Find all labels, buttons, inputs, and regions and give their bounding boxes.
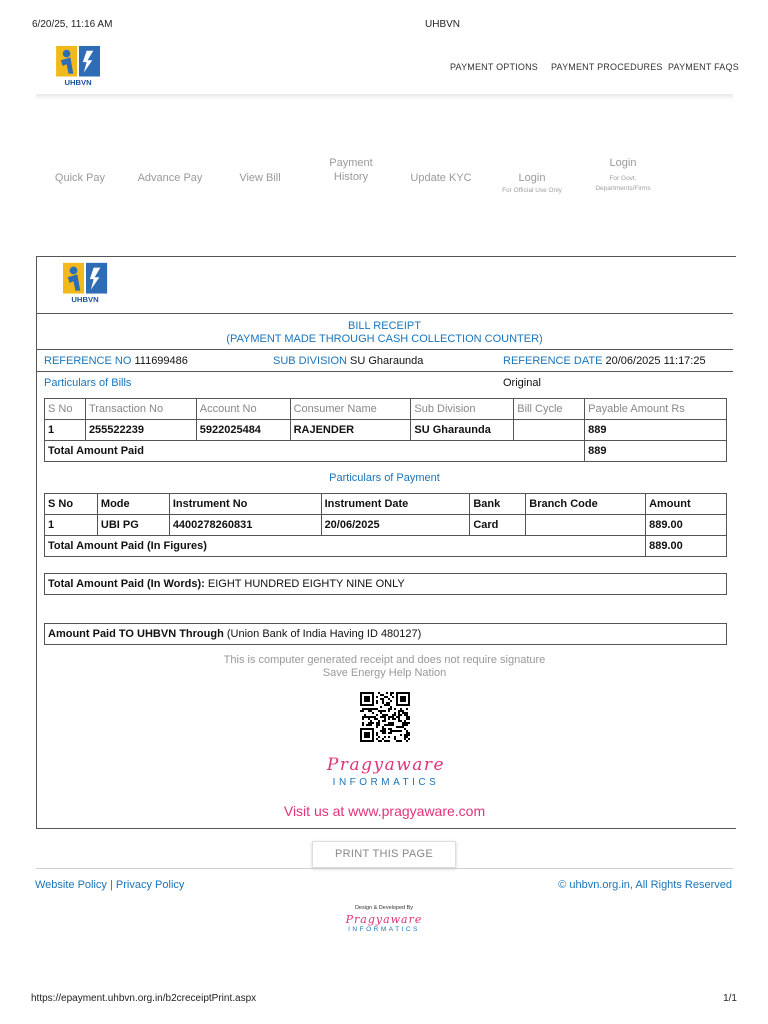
copyright: © uhbvn.org.in, All Rights Reserved (558, 879, 732, 891)
website-policy-link[interactable]: Website Policy (35, 879, 107, 891)
table-cell: 889.00 (646, 515, 727, 536)
sub-division (273, 355, 423, 367)
subnav-payment-history-line2: History (333, 171, 369, 183)
column-header: Instrument Date (321, 494, 470, 515)
column-header: S No (45, 494, 98, 515)
table-cell: 1 (45, 420, 86, 441)
total-label: Total Amount Paid (In Figures) (45, 536, 646, 557)
subnav-login-official[interactable] (492, 171, 572, 197)
reference-date (503, 355, 706, 367)
footer-divider (36, 868, 733, 869)
paid-through (44, 623, 727, 645)
receipt-divider (36, 371, 733, 372)
payment-table (44, 493, 727, 557)
print-title: UHBVN (425, 19, 461, 30)
footer-separator: | (110, 879, 113, 891)
column-header: Branch Code (526, 494, 646, 515)
total-value: 889 (585, 441, 727, 462)
table-cell: 889 (585, 420, 727, 441)
save-energy-note: Save Energy Help Nation (322, 667, 447, 679)
computer-generated-note: This is computer generated receipt and does not require signature (223, 654, 546, 666)
footer-vendor-logo[interactable] (334, 905, 434, 933)
table-cell: Card (470, 515, 526, 536)
designed-by-label: Design & Developed By (354, 905, 414, 911)
subnav-payment-history-line1: Payment (329, 157, 373, 169)
pragyaware-wordmark: Pragyaware (326, 755, 446, 775)
subnav-login-govt-note-2: Departments/Firms (595, 185, 651, 192)
table-total-row (45, 441, 727, 462)
svg-text:UHBVN: UHBVN (71, 295, 99, 305)
uhbvn-logo[interactable] (54, 45, 104, 90)
particulars-bills-label: Particulars of Bills (44, 377, 132, 389)
uhbvn-logo-icon (54, 45, 104, 87)
table-row (45, 515, 727, 536)
column-header: Amount (646, 494, 727, 515)
sub-division-value: SU Gharaunda (350, 355, 424, 367)
svg-text:UHBVN: UHBVN (64, 78, 92, 87)
amount-in-words-value: EIGHT HUNDRED EIGHTY NINE ONLY (207, 578, 405, 590)
copy-type: Original (503, 377, 541, 389)
column-header: Bank (470, 494, 526, 515)
reference-no (44, 355, 188, 367)
subnav-payment-history[interactable] (311, 156, 391, 184)
subnav-view-bill[interactable]: View Bill (239, 172, 281, 184)
footer-pragyaware-wordmark: Pragyaware (345, 913, 423, 926)
visit-link[interactable]: Visit us at www.pragyaware.com (283, 803, 486, 819)
reference-no-value: 111699486 (134, 355, 188, 367)
column-header: Mode (97, 494, 169, 515)
header-divider (36, 94, 733, 100)
column-header: Transaction No (85, 399, 196, 420)
paid-through-label: Amount Paid TO UHBVN Through (48, 628, 224, 640)
table-cell (526, 515, 646, 536)
table-total-row (45, 536, 727, 557)
footer-pragyaware-subtext: INFORMATICS (348, 926, 420, 933)
column-header: Instrument No (169, 494, 321, 515)
reference-date-label: REFERENCE DATE (503, 355, 603, 367)
table-cell (514, 420, 585, 441)
subnav-quick-pay[interactable]: Quick Pay (54, 172, 106, 184)
subnav-advance-pay[interactable]: Advance Pay (137, 172, 203, 184)
table-cell: 1 (45, 515, 98, 536)
table-cell: 4400278260831 (169, 515, 321, 536)
particulars-payment-label: Particulars of Payment (329, 472, 440, 484)
table-cell: UBI PG (97, 515, 169, 536)
pragyaware-logo (326, 755, 446, 788)
table-cell: 20/06/2025 (321, 515, 470, 536)
column-header: Sub Division (411, 399, 514, 420)
receipt-logo-icon (62, 260, 110, 306)
table-cell: SU Gharaunda (411, 420, 514, 441)
subnav-login-govt[interactable] (583, 156, 663, 194)
qr-code-icon (360, 692, 410, 742)
print-datetime: 6/20/25, 11:16 AM (32, 19, 113, 30)
pragyaware-subtext: INFORMATICS (332, 777, 440, 788)
receipt-logo (62, 260, 110, 309)
receipt-divider (36, 349, 733, 350)
reference-no-label: REFERENCE NO (44, 355, 132, 367)
receipt-subtitle: (PAYMENT MADE THROUGH CASH COLLECTION COUNTER) (226, 333, 543, 345)
qr-code (360, 692, 410, 745)
nav-payment-faqs[interactable]: PAYMENT FAQS (668, 62, 739, 72)
receipt-divider (36, 313, 733, 314)
column-header: Payable Amount Rs (585, 399, 727, 420)
receipt-title: BILL RECEIPT (348, 320, 421, 332)
subnav-login-official-label: Login (518, 172, 546, 184)
table-cell: RAJENDER (290, 420, 411, 441)
column-header: Consumer Name (290, 399, 411, 420)
table-header-row (45, 399, 727, 420)
reference-date-value: 20/06/2025 11:17:25 (605, 355, 706, 367)
sub-division-label: SUB DIVISION (273, 355, 347, 367)
nav-payment-procedures[interactable]: PAYMENT PROCEDURES (551, 62, 663, 72)
amount-in-words-label: Total Amount Paid (In Words): (48, 578, 205, 590)
table-cell: 255522239 (85, 420, 196, 441)
amount-in-words (44, 573, 727, 595)
column-header: Bill Cycle (514, 399, 585, 420)
subnav-login-govt-label: Login (609, 157, 637, 169)
print-url: https://epayment.uhbvn.org.in/b2creceiptPrint.aspx (31, 993, 257, 1004)
column-header: Account No (196, 399, 290, 420)
footer-links (35, 879, 184, 891)
bills-table (44, 398, 727, 462)
subnav-login-govt-note-1: For Govt. (609, 175, 637, 182)
table-cell: 5922025484 (196, 420, 290, 441)
table-row (45, 420, 727, 441)
paid-through-value: (Union Bank of India Having ID 480127) (226, 628, 422, 640)
total-value: 889.00 (646, 536, 727, 557)
print-page-number: 1/1 (723, 993, 737, 1004)
total-label: Total Amount Paid (45, 441, 585, 462)
nav-payment-options[interactable]: PAYMENT OPTIONS (450, 62, 539, 72)
subnav-login-official-note: For Official Use Only (502, 187, 562, 194)
column-header: S No (45, 399, 86, 420)
subnav-update-kyc[interactable]: Update KYC (410, 172, 472, 184)
table-header-row (45, 494, 727, 515)
print-button[interactable]: PRINT THIS PAGE (312, 841, 456, 868)
privacy-policy-link[interactable]: Privacy Policy (115, 879, 185, 891)
